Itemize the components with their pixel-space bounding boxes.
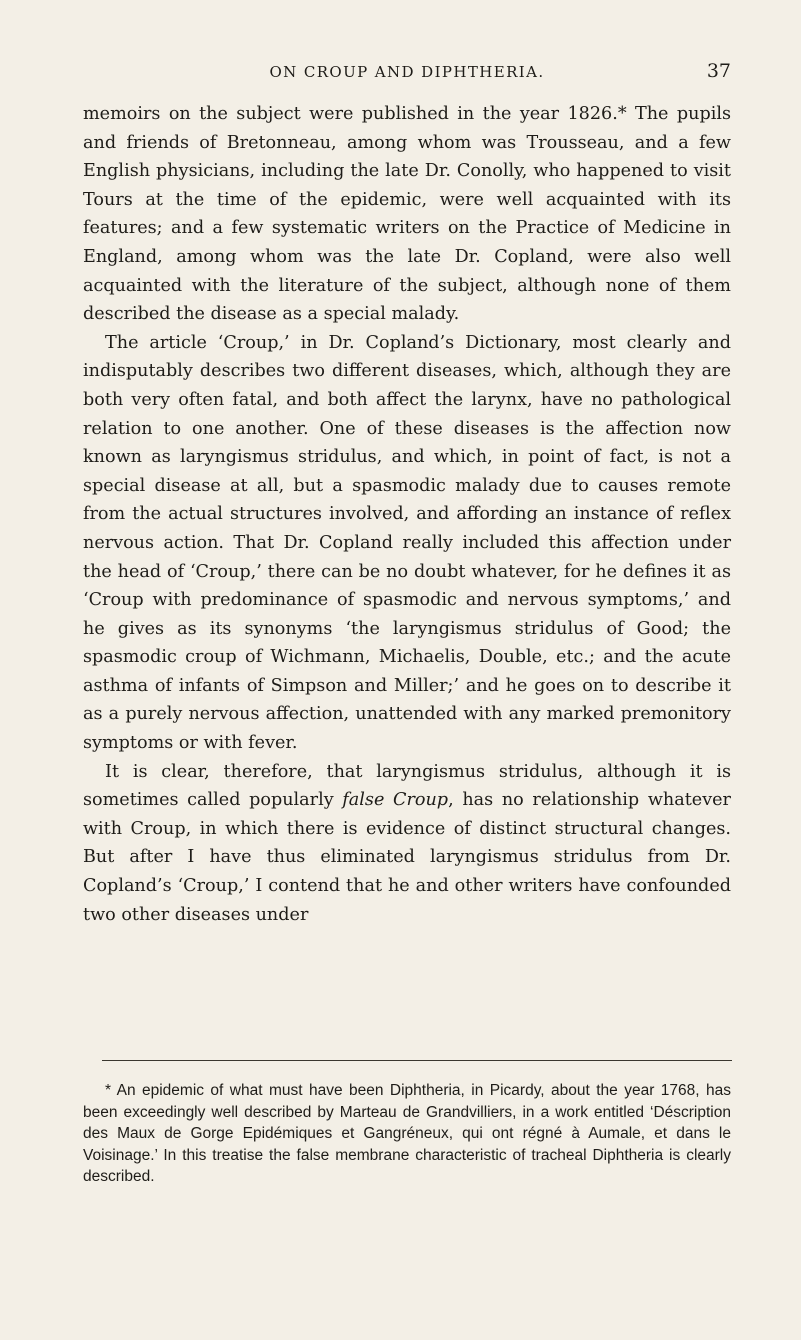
paragraph-3-start: It is clear, therefore, that laryngismus stridulus, although it is sometimes called popularly	[83, 761, 731, 811]
footnote	[83, 1080, 731, 1188]
paragraph-1: memoirs on the subject were published in the year 1826.* The pupils and friends of Bretonneau, among whom was Trousseau, and a few English physicians, including the late Dr. Conolly, who happened to visit Tours at the time of the epidemic, were well acquainted with its features; and a few systematic writers on the Practice of Medicine in England, among whom was the late Dr. Copland, were also well acquainted with the literature of the subject, although none of them described the disease as a special malady.	[83, 104, 731, 325]
paragraph-3	[83, 758, 731, 930]
footnote-text: * An epidemic of what must have been Diphtheria, in Picardy, about the year 1768, has been exceedingly well described by Marteau de Grandvilliers, in a work entitled ‘Déscription des Maux de Gorge Epidémiques et Gangréneux, qui ont régné à Aumale, et dans le Voisinage.’ In this treatise the false membrane characteristic of tracheal Diphtheria is clearly described.	[83, 1082, 731, 1186]
paragraph-3-italic: false Croup	[342, 790, 449, 811]
running-title: ON CROUP AND DIPHTHERIA.	[269, 63, 545, 81]
page-number: 37	[706, 60, 731, 82]
paragraph-3-end: , has no relationship whatever with Croup, in which there is evidence of distinct structural changes. But after I have thus eliminated laryngismus stridulus from Dr. Copland’s ‘Croup,’ I contend that he and other writers have confounded two other diseases under	[83, 790, 731, 925]
main-text	[83, 100, 731, 929]
paragraph-2: The article ‘Croup,’ in Dr. Copland’s Dictionary, most clearly and indisputably describes two different diseases, which, although they are both very often fatal, and both affect the larynx, have no pathological relation to one another. One of these diseases is the affection now known as laryngismus stridulus, and which, in point of fact, is not a special disease at all, but a spasmodic malady due to causes remote from the actual structures involved, and affording an instance of reflex nervous action. That Dr. Copland really included this affection under the head of ‘Croup,’ there can be no doubt whatever, for he defines it as ‘Croup with predominance of spasmodic and nervous symptoms,’ and he gives as its synonyms ‘the laryngismus stridulus of Good; the spasmodic croup of Wichmann, Michaelis, Double, etc.; and the acute asthma of infants of Simpson and Miller;’ and he goes on to describe it as a purely nervous affection, unattended with any marked premonitory symptoms or with fever.	[83, 332, 731, 754]
running-head	[83, 60, 731, 86]
footnote-rule	[102, 1060, 732, 1061]
